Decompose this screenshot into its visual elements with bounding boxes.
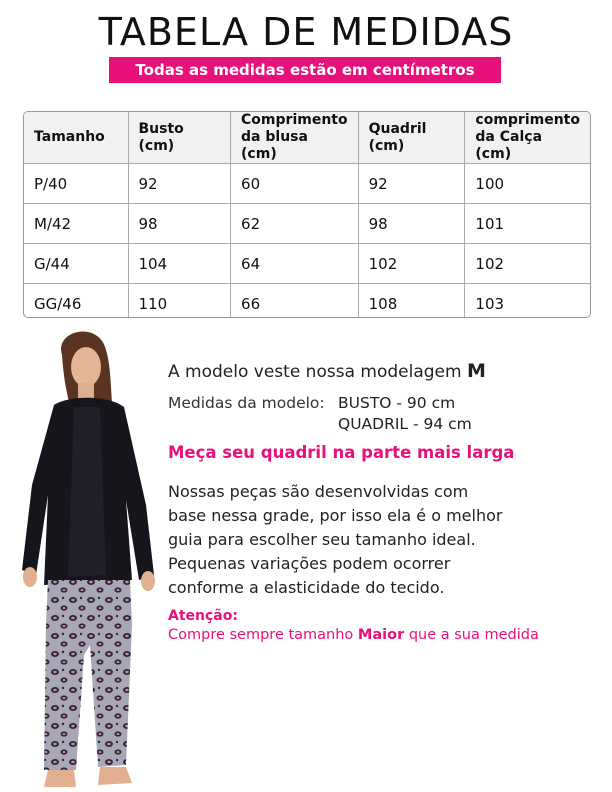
description-line: conforme a elasticidade do tecido. xyxy=(168,578,445,597)
table-row xyxy=(24,204,590,244)
cell-blusa: 62 xyxy=(231,204,359,244)
attention-text-before: Compre sempre tamanho xyxy=(168,627,358,643)
cell-busto: 104 xyxy=(128,244,231,284)
table-row xyxy=(24,164,590,204)
cell-quadril: 108 xyxy=(358,284,465,319)
attention-title: Atenção: xyxy=(168,608,238,624)
cell-calca: 101 xyxy=(465,204,590,244)
cell-quadril: 92 xyxy=(358,164,465,204)
header-tamanho: Tamanho xyxy=(24,112,128,164)
model-size-line xyxy=(168,360,486,382)
cell-calca: 102 xyxy=(465,244,590,284)
attention-text-bold: Maior xyxy=(357,627,405,643)
header-comprimento-blusa: Comprimento da blusa (cm) xyxy=(231,112,359,164)
description-line: Pequenas variações podem ocorrer xyxy=(168,554,451,573)
units-banner: Todas as medidas estão em centímetros xyxy=(109,57,501,83)
cell-size: G/44 xyxy=(24,244,128,284)
header-busto: Busto (cm) xyxy=(128,112,231,164)
cell-calca: 100 xyxy=(465,164,590,204)
cell-quadril: 102 xyxy=(358,244,465,284)
cell-size: P/40 xyxy=(24,164,128,204)
table-row xyxy=(24,284,590,319)
measure-hip: QUADRIL - 94 cm xyxy=(338,415,472,433)
header-quadril: Quadril (cm) xyxy=(358,112,465,164)
cell-blusa: 66 xyxy=(231,284,359,319)
description xyxy=(168,480,502,600)
description-line: Nossas peças são desenvolvidas com xyxy=(168,482,469,501)
hip-tip: Meça seu quadril na parte mais larga xyxy=(168,443,515,462)
header-comprimento-calca: comprimento da Calça (cm) xyxy=(465,112,590,164)
measures-label: Medidas da modelo: xyxy=(168,394,325,412)
attention-text-after: que a sua medida xyxy=(404,627,539,643)
cell-busto: 110 xyxy=(128,284,231,319)
model-photo xyxy=(14,325,164,792)
cell-size: M/42 xyxy=(24,204,128,244)
cell-quadril: 98 xyxy=(358,204,465,244)
measure-bust: BUSTO - 90 cm xyxy=(338,394,456,412)
description-line: base nessa grade, por isso ela é o melhor xyxy=(168,506,503,525)
cell-blusa: 64 xyxy=(231,244,359,284)
table-header-row xyxy=(24,112,590,164)
cell-busto: 98 xyxy=(128,204,231,244)
model-measurements xyxy=(168,393,472,435)
description-line: guia para escolher seu tamanho ideal. xyxy=(168,530,476,549)
model-size: M xyxy=(466,360,486,382)
attention-text xyxy=(168,627,539,643)
cell-size: GG/46 xyxy=(24,284,128,319)
cell-calca: 103 xyxy=(465,284,590,319)
page-title: TABELA DE MEDIDAS xyxy=(98,10,514,54)
cell-blusa: 60 xyxy=(231,164,359,204)
size-table xyxy=(23,111,591,318)
model-intro-text: A modelo veste nossa modelagem xyxy=(168,362,462,382)
table-row xyxy=(24,244,590,284)
cell-busto: 92 xyxy=(128,164,231,204)
